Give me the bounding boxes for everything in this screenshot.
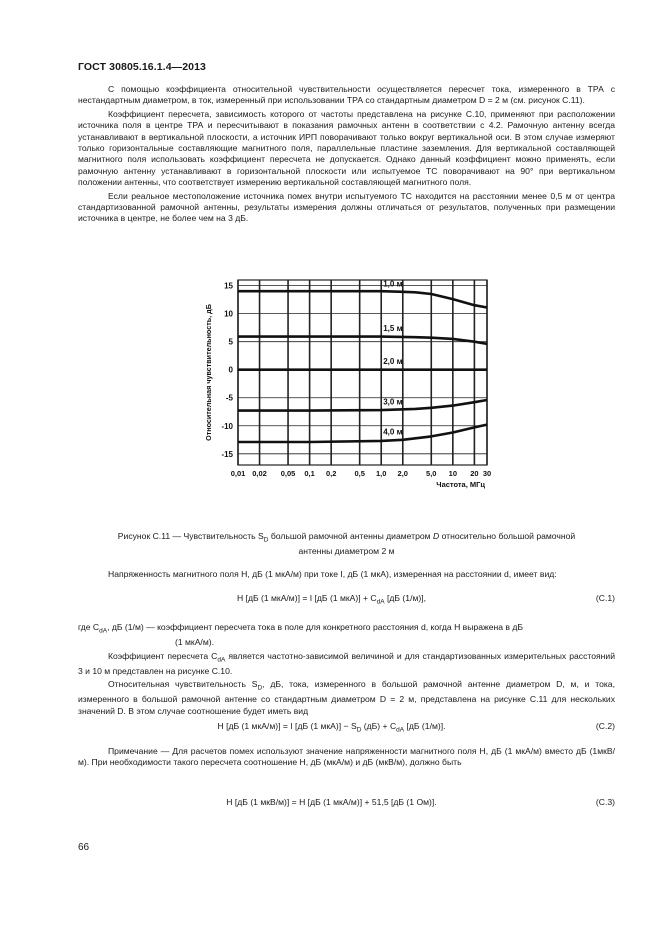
caption-part-2: большой рамочной антенны диаметром (268, 531, 433, 541)
paragraph-2: Коэффициент пересчета, зависимость которого от частоты представлена на рисунке С.10, применяют при расположении источника поля в центре ТРА и пересчитывают в показания рамочных антенн в соответствии с 4.2. Рамочную антенну всегда устанавливают в вертикальной плоскости, а источник ИРП поворачивают только вокруг вертикальной оси. В этом случае измеряют только горизонтальные составляющие магнитного поля, параллельные пластине заземления. Для вертикальной составляющей магнитного поля использовать коэффициент пересчета не допускается. Однако данный коэффициент можно применять, если рамочную антенну устанавливают в горизонтальной плоскости или испытуемое ТС поворачивают на 90° при вертикальном положении антенны, что соответствует измерению вертикальной составляющей магнитного поля. (78, 108, 615, 188)
x-tick-label: 0,05 (280, 469, 296, 478)
caption-sub: D (263, 536, 269, 544)
eq2-mid: (дБ) + C (361, 721, 397, 731)
x-tick-label: 30 (482, 469, 492, 478)
figure-caption (78, 531, 615, 558)
sens-a: Относительная чувствительность S (108, 679, 258, 690)
series-line (238, 425, 487, 442)
curve-label: 1,0 м (383, 279, 403, 289)
x-tick-label: 5,0 (426, 469, 437, 478)
paragraph-sens (78, 679, 615, 717)
intro-text (78, 84, 615, 227)
note-text (78, 746, 615, 771)
eq2-tail: [дБ (1/м)]. (404, 721, 446, 731)
plot-frame (238, 280, 487, 465)
where-label: где C (78, 622, 100, 632)
y-tick-label: 10 (224, 309, 233, 319)
where-text (78, 622, 615, 719)
curve-label: 2,0 м (383, 357, 403, 367)
sens-b: , дБ, тока, измеренного в большой рамочной антенне диаметром D, м, и тока, измеренного в большой рамочной антенне со стандартным диаметром D = 2 м, представлена на рисунке С.11 для нескольких значений D. В этом случае соотношение будет иметь вид (78, 679, 615, 716)
x-tick-label: 2,0 (397, 469, 408, 478)
curve-label: 4,0 м (383, 427, 403, 437)
page-number: 66 (78, 842, 90, 853)
caption-part-3: относительно большой рамочной (439, 531, 576, 541)
y-tick-label: -5 (225, 393, 233, 403)
y-tick-label: -10 (221, 421, 233, 431)
equation-c3 (78, 797, 615, 809)
where-line-1 (78, 622, 615, 637)
y-axis-title: Относительная чувствительность, дБ (204, 304, 213, 441)
x-axis-title: Частота, МГц (436, 480, 485, 489)
caption-line-2: антенны диаметром 2 м (298, 546, 395, 557)
equation-c1 (78, 593, 615, 605)
eq1-number: (С.1) (595, 593, 615, 603)
where-body: , дБ (1/м) — коэффициент пересчета тока в поле для конкретного расстояния d, когда H выражена в дБ (107, 622, 524, 632)
caption-part-1: Рисунок С.11 — Чувствительность S (117, 531, 264, 541)
eq3-main: H [дБ (1 мкВ/м)] = H [дБ (1 мкА/м)] + 51,5 [дБ (1 Ом)]. (226, 797, 437, 807)
x-tick-label: 0,2 (325, 469, 337, 478)
x-tick-label: 1,0 (376, 469, 387, 478)
paragraph-1: С помощью коэффициента относительной чувствительности осуществляется пересчет тока, измеренного в ТРА с нестандартным диаметром, в ток, измеренный при использовании ТРА со стандартным диаметром D = 2 м (см. рисунок С.11). (78, 84, 615, 106)
sens-sub: D (257, 684, 263, 692)
document-header: ГОСТ 30805.16.1.4—2013 (78, 61, 206, 73)
eq1-tail: [дБ (1/м)], (384, 593, 427, 603)
equation-c2 (78, 721, 615, 733)
x-tick-label: 10 (448, 469, 458, 478)
note-paragraph: Примечание — Для расчетов помех используют значение напряженности магнитного поля H, дБ (1 мкА/м) вместо дБ (1мкВ/м). При необходимости такого пересчета соотношение H, дБ (мкА/м) и дБ (мкВ/м), должно быть (78, 746, 615, 768)
series-line (238, 291, 487, 307)
paragraph-coef (78, 651, 615, 678)
series-line (238, 400, 487, 411)
eq1-main: H [дБ (1 мкА/м)] = I [дБ (1 мкА)] + C (236, 593, 377, 603)
coef-a: Коэффициент пересчета C (108, 650, 218, 661)
eq2-sub-1: D (356, 726, 362, 734)
eq2-main: H [дБ (1 мкА/м)] = I [дБ (1 мкА)] − S (217, 721, 357, 731)
paragraph-3: Если реальное местоположение источника помех внутри испытуемого ТС находится на расстоянии менее 0,5 м от центра стандартизованной рамочной антенны, результаты измерения должны отличаться от результатов, полученных при размещении источника в центре, не более чем на 3 дБ. (78, 190, 615, 224)
x-tick-label: 0,02 (252, 469, 267, 478)
x-tick-label: 0,5 (354, 469, 365, 478)
y-tick-label: 15 (224, 281, 233, 291)
paragraph-field: Напряженность магнитного поля H, дБ (1 мкА/м) при токе I, дБ (1 мкА), измеренная на расстоянии d, имеет вид: (108, 569, 557, 579)
curve-label: 3,0 м (383, 397, 403, 407)
figure-c11 (200, 268, 500, 493)
field-text (78, 569, 615, 582)
eq2-sub-2: dA (396, 726, 405, 734)
eq1-sub: dA (376, 598, 385, 606)
x-tick-label: 0,01 (230, 469, 246, 478)
curve-label: 1,5 м (383, 324, 403, 334)
caption-diam: D (432, 531, 440, 541)
y-tick-label: 0 (228, 365, 233, 375)
x-tick-label: 20 (470, 469, 479, 478)
x-tick-label: 0,1 (304, 469, 315, 478)
where-line-2: (1 мкА/м). (175, 637, 214, 648)
sensitivity-chart (200, 268, 500, 493)
series-line (238, 337, 487, 344)
coef-sub: dA (217, 656, 226, 664)
eq2-number: (С.2) (595, 721, 615, 731)
y-tick-label: 5 (228, 337, 233, 347)
y-tick-label: -15 (221, 449, 233, 459)
eq3-number: (С.3) (595, 797, 615, 807)
coef-b: является частотно-зависимой величиной и для стандартизованных измерительных расстояний 3 и 10 м представлен на рисунке С.10. (78, 650, 616, 676)
where-sub: dA (99, 627, 108, 635)
